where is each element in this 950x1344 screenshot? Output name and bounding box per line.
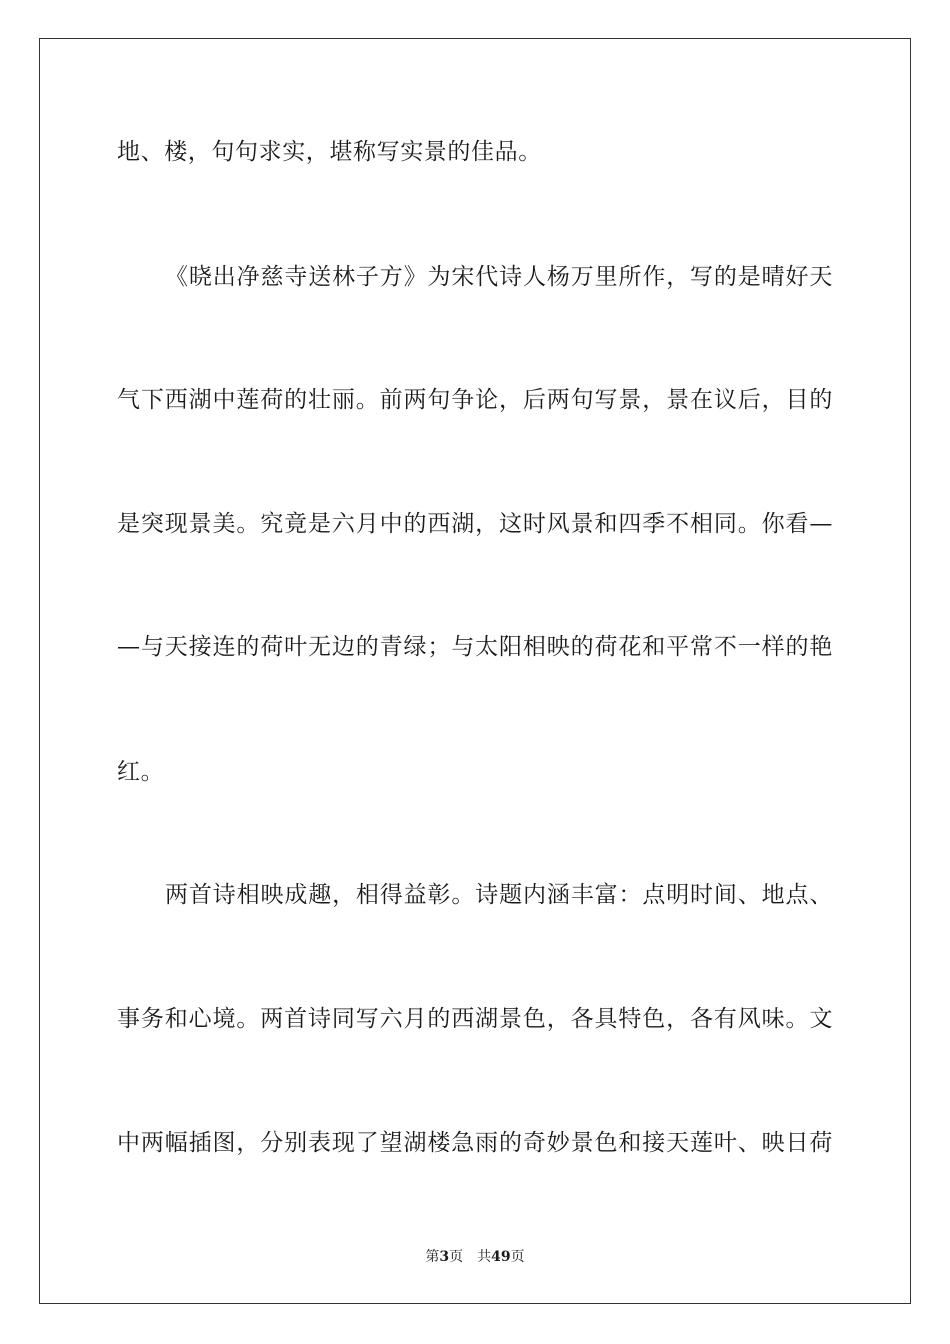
text-line-4: 是突现景美。究竟是六月中的西湖，这时风景和四季不相同。你看—	[117, 511, 833, 537]
total-pages: 49	[491, 1249, 511, 1265]
text-line-8: 事务和心境。两首诗同写六月的西湖景色，各具特色，各有风味。文	[117, 1006, 833, 1032]
text-line-3: 气下西湖中莲荷的壮丽。前两句争论，后两句写景，景在议后，目的	[117, 387, 833, 413]
text-line-2: 《晓出净慈寺送林子方》为宋代诗人杨万里所作，写的是晴好天	[165, 264, 833, 290]
page-footer	[0, 1247, 950, 1267]
total-suffix: 页	[510, 1249, 525, 1265]
text-line-7: 两首诗相映成趣，相得益彰。诗题内涵丰富：点明时间、地点、	[165, 882, 833, 908]
text-line-5: —与天接连的荷叶无边的青绿；与太阳相映的荷花和平常不一样的艳	[117, 634, 833, 660]
page-border	[39, 38, 911, 1304]
page-prefix: 第	[425, 1249, 440, 1265]
text-line-1: 地、楼，句句求实，堪称写实景的佳品。	[117, 139, 542, 165]
total-prefix: 共	[477, 1249, 492, 1265]
text-line-9: 中两幅插图，分别表现了望湖楼急雨的奇妙景色和接天莲叶、映日荷	[117, 1130, 833, 1156]
text-line-6: 红。	[117, 759, 165, 785]
page-suffix: 页	[449, 1249, 464, 1265]
page-number: 3	[439, 1249, 450, 1265]
